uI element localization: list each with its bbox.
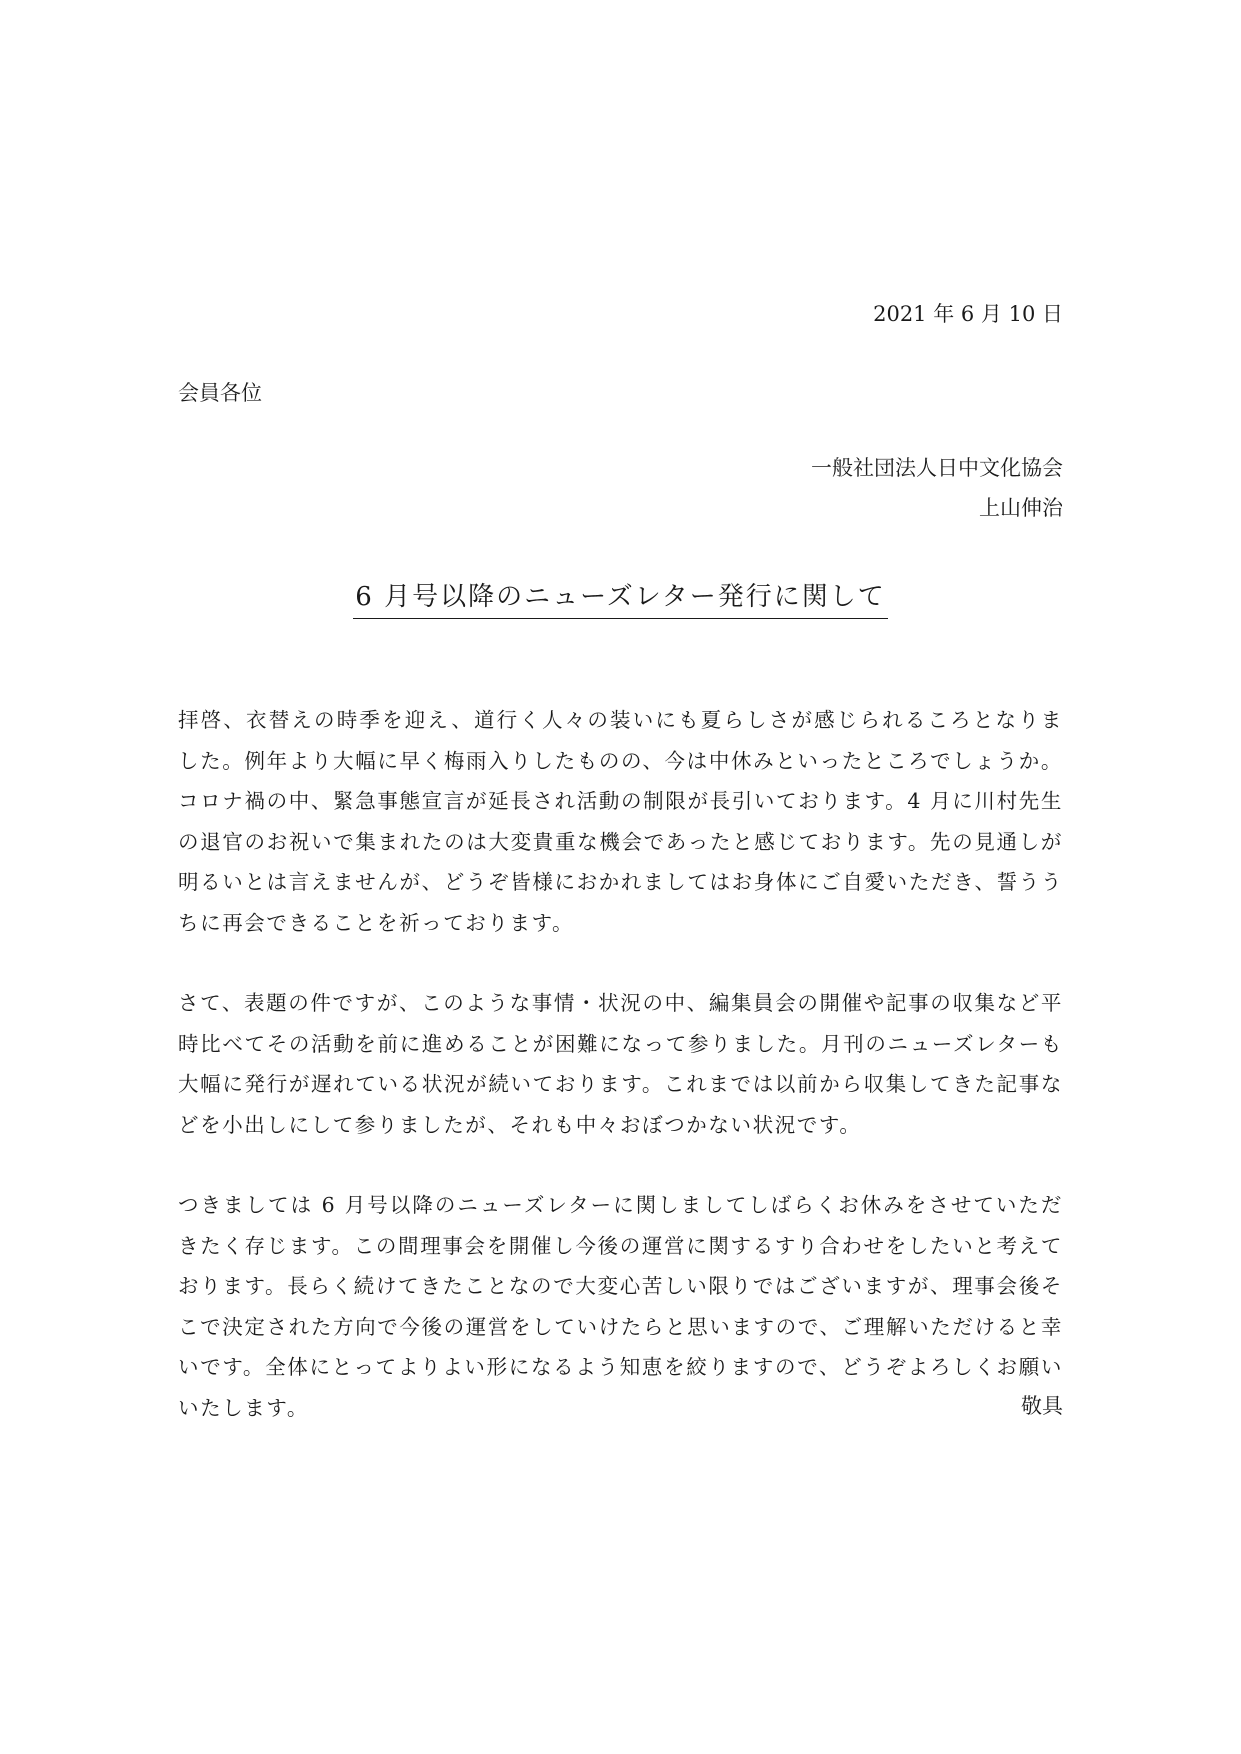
letter-title: 6 月号以降のニューズレター発行に関して xyxy=(353,580,887,619)
sender-block xyxy=(811,448,1063,528)
sender-organization: 一般社団法人日中文化協会 xyxy=(811,456,1063,480)
letter-body xyxy=(178,700,1063,1468)
title-container xyxy=(0,580,1241,619)
body-paragraph-3: つきましては 6 月号以降のニューズレターに関しましてしばらくお休みをさせていただきたく存じます。この間理事会を開催し今後の運営に関するすり合わせをしたいと考えております。長らく続けてきたことなので大変心苦しい限りではございますが、理事会後そこで決定された方向で今後の運営をしていけたらと思いますので、ご理解いただけると幸いです。全体にとってよりよい形になるよう知恵を絞りますので、どうぞよろしくお願いいたします。 xyxy=(178,1193,1063,1420)
sender-name: 上山伸治 xyxy=(979,496,1063,520)
body-paragraph-2: さて、表題の件ですが、このような事情・状況の中、編集員会の開催や記事の収集など平時比べてその活動を前に進めることが困難になって参りました。月刊のニューズレターも大幅に発行が遅れている状況が続いております。これまでは以前から収集してきた記事などを小出しにして参りましたが、それも中々おぼつかない状況です。 xyxy=(178,991,1063,1137)
body-paragraph-1: 拝啓、衣替えの時季を迎え、道行く人々の装いにも夏らしさが感じられるころとなりました。例年より大幅に早く梅雨入りしたものの、今は中休みといったところでしょうか。コロナ禍の中、緊急事態宣言が延長され活動の制限が長引いております。4 月に川村先生の退官のお祝いで集まれたのは大変貴重な機会であったと感じております。先の見通しが明るいとは言えませんが、どうぞ皆様におかれましてはお身体にご自愛いただき、誓ううちに再会できることを祈っております。 xyxy=(178,708,1063,935)
recipient: 会員各位 xyxy=(178,381,262,405)
closing-phrase: 敬具 xyxy=(1021,1394,1063,1418)
letter-date: 2021 年 6 月 10 日 xyxy=(873,302,1063,326)
